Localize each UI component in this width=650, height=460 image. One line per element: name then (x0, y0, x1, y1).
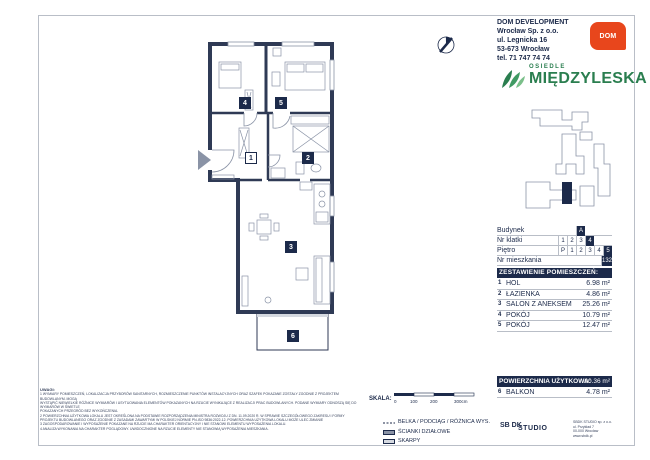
scale-tick: 0 (394, 399, 397, 404)
estate-brand (500, 64, 647, 94)
building-cell: A (576, 226, 585, 236)
scale-tick: 200 (430, 399, 438, 404)
room-row: 1 HOL 6.98 m² (497, 279, 612, 290)
dom-logo: DOM (590, 22, 626, 50)
legend-item: SKARPY (383, 437, 490, 447)
entrance-arrow-icon (198, 150, 211, 170)
studio-word: STUDIO (518, 425, 548, 432)
room-row: 5 POKÓJ 12.47 m² (497, 321, 612, 332)
door-room4 (244, 113, 257, 126)
partition-swatch (383, 430, 395, 435)
rooms-title: ZESTAWIENIE POMIESZCZEŃ: (497, 268, 612, 278)
company-phone: tel. 71 747 74 74 (497, 55, 550, 62)
info-row-building: Budynek A (497, 226, 612, 236)
dashed-line-swatch (383, 420, 395, 426)
apartment-info (497, 226, 612, 266)
legend-item: ŚCIANKI DZIAŁOWE (383, 428, 490, 438)
scale-bar (392, 391, 482, 405)
kitchen (300, 182, 330, 224)
windows (228, 42, 334, 292)
company-line2: Wrocław Sp. z o.o. (497, 28, 559, 35)
room-row: 3 SALON Z ANEKSEM 25.26 m² (497, 300, 612, 311)
north-arrow-icon (438, 36, 454, 53)
company-city: 53-673 Wrocław (497, 46, 550, 53)
company-name: DOM DEVELOPMENT (497, 19, 569, 26)
info-row-apartment: Nr mieszkania 132 (497, 257, 613, 264)
legend (383, 418, 490, 447)
room-label-5: 5 (275, 97, 287, 109)
door-room5 (273, 113, 290, 128)
bathroom-fixtures (271, 126, 329, 178)
brand-small: OSIEDLE (529, 64, 566, 70)
leaf-logo-icon (500, 68, 526, 90)
room-label-1: 1 (245, 152, 257, 164)
site-key-plan (520, 104, 630, 216)
dining-set (249, 214, 279, 240)
company-address (497, 18, 602, 63)
svg-text:SB DK: SB DK (500, 422, 522, 429)
room-row: 4 POKÓJ 10.79 m² (497, 311, 612, 322)
studio-info: SBDK STUDIO sp. z o.o. ul. Przykład 7 00-000 Wrocław www.sbdk.pl (573, 420, 612, 438)
scale-tick: 100 (410, 399, 418, 404)
studio-logo (500, 419, 560, 439)
studio-mark-icon (500, 419, 522, 437)
brand-big: MIĘDZYLESKA (529, 70, 647, 87)
info-row-floor: Piętro P 1 2 3 4 5 (497, 246, 612, 256)
company-street: ul. Legnicka 16 (497, 37, 548, 44)
door-bathroom (268, 155, 280, 167)
info-row-staircase: Nr klatki 1 2 3 4 (497, 236, 612, 246)
room-row: 2 ŁAZIENKA 4.86 m² (497, 290, 612, 301)
apartment-number: 132 (602, 258, 613, 264)
room-label-6: 6 (287, 330, 299, 342)
room-label-4: 4 (239, 97, 251, 109)
room-label-2: 2 (302, 152, 314, 164)
scale-tick: 300cm (454, 399, 468, 404)
usable-area-total: POWIERZCHNIA UŻYTKOWA: 60.36 m² (499, 378, 610, 385)
entrance-door (212, 150, 234, 172)
room-label-3: 3 (285, 241, 297, 253)
legend-item: BELKA / PODCIĄG / RÓŻNICA WYS. (383, 418, 490, 428)
scale-label: SKALA: (369, 396, 392, 402)
embrasure-swatch (383, 439, 395, 444)
notes: UWAGI: 1 WYMIARY POMIESZCZEŃ, LOKALIZACJA PRZYBORÓW SANITARNYCH, ROZMIESZCZENIE PUNKTÓW INSTALACYJNYCH ORAZ SZAFEK POKAZANE ZOSTAŁY ZGODNIE Z PROJEKTEM BUDOWLANYM. MOGĄ WYSTĄPIĆ NIEWIELKIE RÓŻNICE WYMIARÓW I USYTUOWANIA ELEMENTÓW POKAZANYCH NA RZUCIE WYNIKAJĄCE Z REALIZACJI PRAC BUDOWLANYCH. PODANE WYMIARY ODNOSZĄ SIĘ DO WYMIARÓW W ŚWIETLE POKAZANYCH PRZEGRÓD BEZ WYKOŃCZENIA. 2 POWIERZCHNIA UŻYTKOWA LOKALU JEST OKREŚLONA NA PODSTAWIE ROZPORZĄDZENIA MINISTRA ROZWOJU Z DN. 11.09.2020 R. W SPRAWIE SZCZEGÓŁOWEGO ZAKRESU I FORMY PROJEKTU BUDOWLANEGO ORAZ ZGODNIE Z ZASADAMI ZAWARTYMI W POLSKIEJ NORMIE PN-ISO 9836:2022-12. POWIERZCHNIA UŻYTKOWA LOKALU MOŻE ULEC ZMIANIE 3 ZAGOSPODAROWANIE I WYPOSAŻENIE POKAZANE NA RZUCIE MA CHARAKTER ORIENTACYJNY I NIE STANOWI ELEMENTU WYPOSAŻENIA LOKALU. 4 ANALIZA WYKONANIA NA CHARAKTER POGLĄDOWY. UWIDOCZNIONE NA RZUCIE ELEMENTY NIE STANOWIĄ WYPOSAŻENIA MIESZKANIA. (40, 387, 357, 431)
balcony-row: 6 BALKON 4.78 m² (498, 389, 610, 396)
rooms-list (497, 279, 612, 332)
living-furniture (242, 256, 330, 306)
